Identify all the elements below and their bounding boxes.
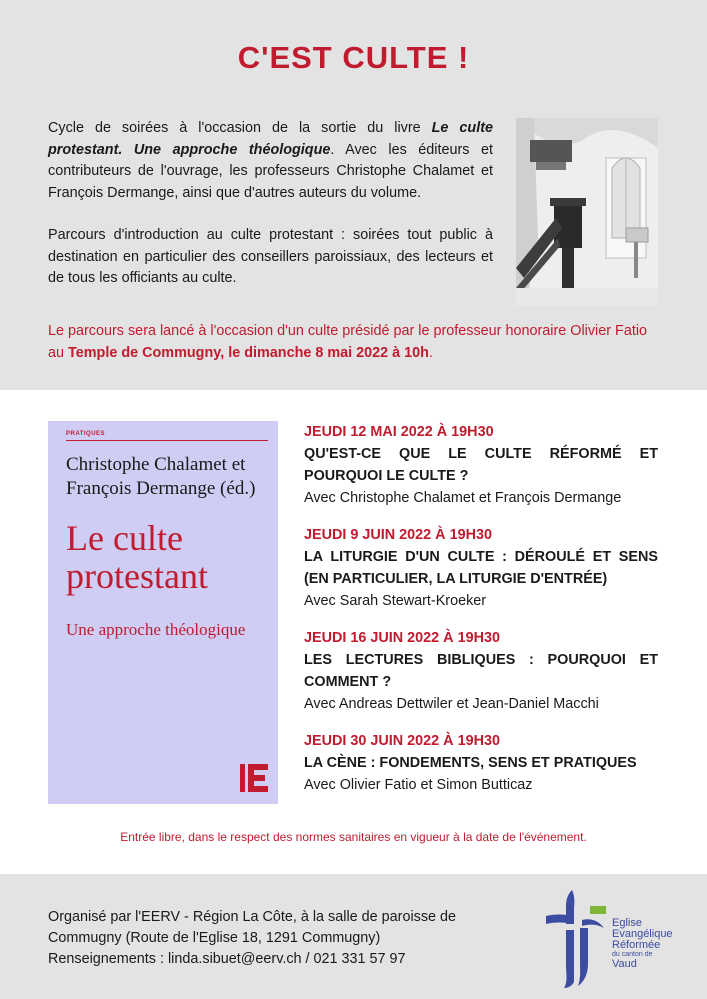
event-date: JEUDI 16 JUIN 2022 À 19H30: [304, 630, 500, 646]
event-speakers: Avec Andreas Dettwiler et Jean-Daniel Macchi: [304, 696, 599, 712]
event-date: JEUDI 12 MAI 2022 À 19H30: [304, 424, 494, 440]
organizer-info: [48, 907, 518, 970]
event-title: LA LITURGIE D'UN CULTE : DÉROULÉ ET SENS (EN PARTICULIER, LA LITURGIE D'ENTRÉE): [304, 549, 658, 587]
cover-divider: [66, 440, 268, 441]
event-title: QU'EST-CE QUE LE CULTE RÉFORMÉ ET POURQUOI LE CULTE ?: [304, 446, 658, 484]
event-speakers: Avec Olivier Fatio et Simon Butticaz: [304, 777, 533, 793]
event-date: JEUDI 30 JUIN 2022 À 19H30: [304, 733, 500, 749]
event-item: [304, 421, 658, 509]
organizer-line: Organisé par l'EERV - Région La Côte, à la salle de paroisse de: [48, 909, 457, 925]
launch-venue-date: Temple de Commugny, le dimanche 8 mai 2022 à 10h: [68, 344, 429, 361]
page-title: C'EST CULTE !: [237, 40, 470, 75]
event-item: [304, 524, 658, 612]
cover-authors: Christophe Chalamet et François Dermange (éd.): [66, 454, 256, 499]
event-item: [304, 627, 658, 715]
event-item: [304, 730, 658, 796]
cover-title: Le culte protestant: [66, 518, 208, 596]
free-entry-notice: Entrée libre, dans le respect des normes sanitaires en vigueur à la date de l'événement.: [120, 830, 587, 844]
cover-subtitle: Une approche théologique: [66, 620, 246, 639]
book-title: Le culte protestant. Une approche théologique: [48, 120, 493, 158]
intro-paragraph-2: Parcours d'introduction au culte protestant : soirées tout public à destination en particulier des conseillers paroissiaux, des lecteurs et de tous les officiants au culte.: [48, 227, 493, 286]
cover-series: PRATIQUES: [66, 431, 106, 437]
publisher-logo-icon: [240, 764, 268, 792]
address-line: Commugny (Route de l'Eglise 18, 1291 Commugny): [48, 930, 381, 946]
footer-panel: [0, 874, 707, 999]
event-speakers: Avec Christophe Chalamet et François Dermange: [304, 490, 622, 506]
intro-paragraph-1: Cycle de soirées à l'occasion de la sortie du livre Le culte protestant. Une approche théologique. Avec les éditeurs et contributeurs de l'ouvrage, les professeurs Christophe Chalamet et François Dermange, ainsi que d'autres auteurs du volume.: [48, 120, 493, 201]
book-cover: [48, 421, 278, 804]
event-speakers: Avec Sarah Stewart-Kroeker: [304, 593, 487, 609]
event-list: [304, 421, 658, 811]
event-date: JEUDI 9 JUIN 2022 À 19H30: [304, 527, 492, 543]
intro-panel: [0, 0, 707, 390]
launch-announcement: Le parcours sera lancé à l'occasion d'un culte présidé par le professeur honoraire Olivier Fatio au Temple de Commugny, le dimanche 8 mai 2022 à 10h.: [48, 323, 648, 361]
intro-text: [48, 118, 493, 290]
event-title: LA CÈNE : FONDEMENTS, SENS ET PRATIQUES: [304, 755, 637, 771]
contact-line: Renseignements : linda.sibuet@eerv.ch / 021 331 57 97: [48, 951, 406, 967]
eerv-logo-text: Eglise Evangélique Réformée du canton de Vaud: [612, 917, 673, 970]
church-pulpit-photo: [516, 118, 658, 306]
event-title: LES LECTURES BIBLIQUES : POURQUOI ET COMMENT ?: [304, 652, 658, 690]
